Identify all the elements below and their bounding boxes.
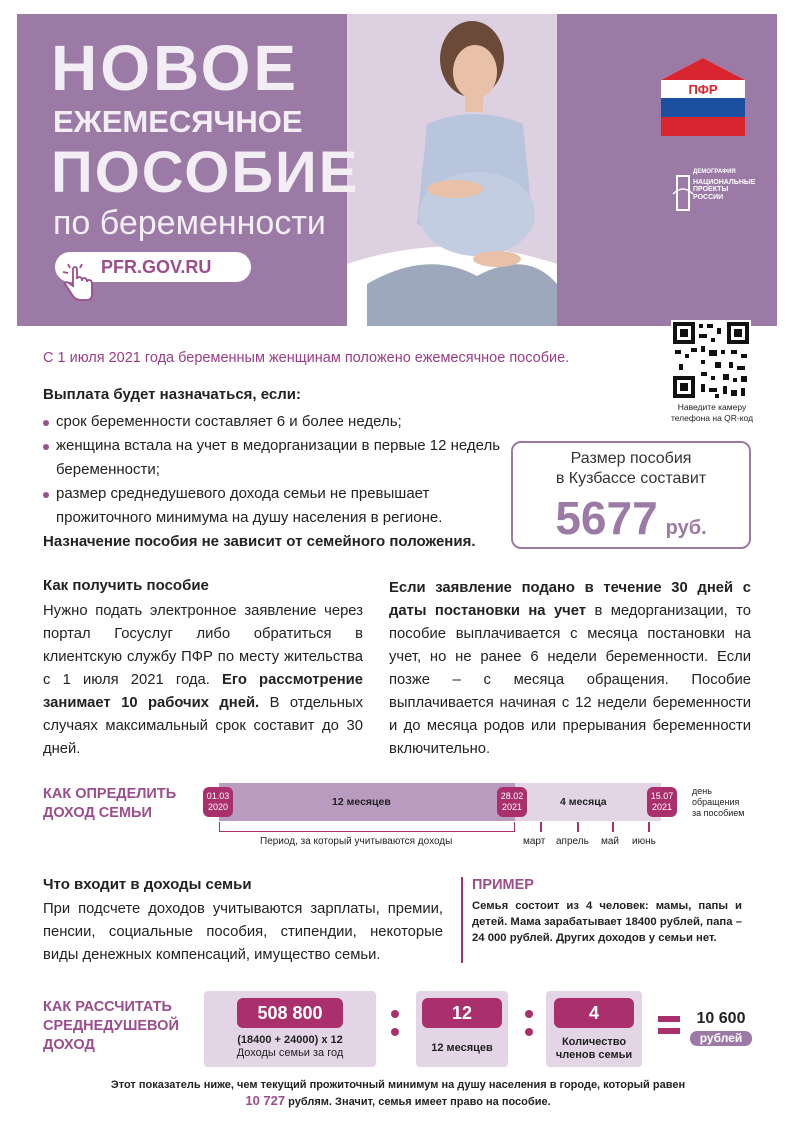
application-day-note: [692, 786, 745, 819]
amount-label-2: в Кузбассе составит: [555, 470, 707, 487]
conditions-title: Выплата будет назначаться, если:: [43, 386, 301, 403]
date-end-year: 2021: [651, 802, 673, 812]
income-period-bracket: [219, 822, 515, 832]
title-line-4: по беременности: [53, 204, 326, 242]
amount-currency: руб.: [665, 517, 707, 539]
benefit-amount-box: [511, 441, 751, 549]
date-start-year: 2020: [207, 802, 229, 812]
condition-item: срок беременности составляет 6 и более недель;: [43, 410, 503, 434]
date-badge-start: [203, 787, 233, 817]
annual-income-value: 508 800: [237, 998, 343, 1028]
period-12-label: 12 месяцев: [332, 796, 391, 808]
how-to-get-text-a: Нужно подать электронное заявление через портал Госуслуг либо обратиться в клиентскую службу ПФР по месту жительства с 1 июля 2021 года.: [43, 603, 363, 688]
month-tick: [540, 822, 542, 832]
example-title: ПРИМЕР: [472, 877, 534, 893]
date-badge-middle: [497, 787, 527, 817]
timeline-title-line-2: ДОХОД СЕМЬИ: [43, 805, 152, 821]
application-note-line: день: [692, 786, 712, 796]
hand-pointer-icon: [59, 260, 95, 302]
equals-sign: [658, 1016, 680, 1040]
subsistence-minimum-value: 10 727: [245, 1093, 286, 1108]
application-note-line: за пособием: [692, 808, 745, 818]
date-middle-year: 2021: [501, 802, 523, 812]
hero-banner: [17, 14, 777, 326]
pfr-logo: [657, 54, 749, 140]
qr-code[interactable]: [671, 320, 751, 400]
months-box: [416, 991, 508, 1067]
np-label: НАЦИОНАЛЬНЫЕ ПРОЕКТЫ РОССИИ: [693, 179, 756, 201]
submission-rules-text: [389, 577, 751, 761]
pregnant-woman-illustration: [347, 14, 557, 326]
calculation-title-line-2: СРЕДНЕДУШЕВОЙ: [43, 1018, 179, 1034]
condition-item: женщина встала на учет в медорганизации в первые 12 недель беременности;: [43, 434, 503, 482]
timeline-title-line-1: КАК ОПРЕДЕЛИТЬ: [43, 786, 177, 802]
period-4-label: 4 месяца: [560, 796, 607, 808]
result-value: 10 600: [696, 1010, 746, 1027]
title-line-3: ПОСОБИЕ: [51, 140, 360, 205]
website-link[interactable]: PFR.GOV.RU: [55, 252, 251, 282]
month-tick: [648, 822, 650, 832]
annual-income-caption: Доходы семьи за год: [236, 1047, 344, 1059]
pfr-logo-letters: ПФР: [688, 82, 718, 97]
qr-caption: Наведите камеру телефона на QR-код: [670, 402, 754, 423]
divide-sign: [525, 1010, 533, 1046]
amount-label-1: Размер пособия: [570, 450, 692, 467]
result: [690, 1010, 752, 1046]
month-tick: [577, 822, 579, 832]
annual-income-formula: (18400 + 24000) х 12: [237, 1034, 343, 1046]
np-small-label: ДЕМОГРАФИЯ: [693, 169, 736, 175]
date-middle-day: 28.02: [500, 791, 524, 801]
application-note-line: обращения: [692, 797, 740, 807]
income-period-label: Период, за который учитываются доходы: [260, 836, 453, 847]
timeline-title: [43, 785, 176, 823]
month-label: апрель: [556, 836, 589, 847]
example-text: Семья состоит из 4 человек: мамы, папы и детей. Мама зарабатывает 18400 рублей, папа – 24 000 рублей. Других доходов у семьи нет.: [472, 900, 742, 944]
conclusion-line-1: Этот показатель ниже, чем текущий прожиточный минимум на душу населения в городе, который равен: [110, 1079, 686, 1091]
family-members-caption: Количество членов семьи: [555, 1036, 633, 1061]
annual-income-box: [204, 991, 376, 1067]
intro-text: С 1 июля 2021 года беременным женщинам положено ежемесячное пособие.: [43, 350, 570, 366]
example-divider: [461, 877, 463, 963]
condition-item: размер среднедушевого дохода семьи не превышает прожиточного минимума на душу населения в регионе.: [43, 482, 503, 530]
calculation-title-line-3: ДОХОД: [43, 1037, 95, 1053]
months-caption: 12 месяцев: [431, 1042, 493, 1054]
conclusion-text: [60, 1078, 736, 1110]
amount-value: 5677: [555, 492, 658, 544]
family-members-value: 4: [554, 998, 634, 1028]
conclusion-line-2: рублям. Значит, семья имеет право на пособие.: [285, 1096, 551, 1108]
date-badge-end: [647, 787, 677, 817]
month-label: май: [601, 836, 620, 847]
how-to-get-text-c: В отдельных случаях максимальный срок составит до 30 дней.: [43, 695, 363, 757]
calculation-title-line-1: КАК РАССЧИТАТЬ: [43, 999, 172, 1015]
submission-rules-rest: в медорганизации, то пособие выплачивается с месяца постановки на учет, но не ранее 6 недели беременности. Если позже – с месяца обращения. Пособие выплачивается начиная с 12 недели беременности и до месяца родов или прерывания беременности включительно.: [389, 603, 751, 757]
months-value: 12: [422, 998, 502, 1028]
conditions-list: [43, 410, 503, 530]
result-unit: рублей: [690, 1031, 752, 1046]
income-title: Что входит в доходы семьи: [43, 876, 252, 893]
income-text: При подсчете доходов учитываются зарплаты, премии, пенсии, социальные пособия, стипендии, некоторые виды денежных компенсаций, имущество семьи.: [43, 901, 443, 963]
divide-sign: [391, 1010, 399, 1046]
conditions-note: Назначение пособия не зависит от семейного положения.: [43, 533, 476, 550]
submission-rules-bold: Если заявление подано в течение 30 дней с даты постановки на учет: [389, 580, 751, 619]
title-line-2: ЕЖЕМЕСЯЧНОЕ: [53, 104, 303, 139]
how-to-get-text: [43, 600, 363, 761]
title-line-1: НОВОЕ: [51, 32, 300, 104]
date-end-day: 15.07: [650, 791, 674, 801]
family-members-box: [546, 991, 642, 1067]
calculation-title: [43, 998, 179, 1055]
date-start-day: 01.03: [206, 791, 230, 801]
month-tick: [612, 822, 614, 832]
month-label: март: [523, 836, 546, 847]
how-to-get-text-bold: Его рассмотрение занимает 10 рабочих дней.: [43, 672, 363, 711]
how-to-get-title: Как получить пособие: [43, 577, 209, 594]
month-label: июнь: [632, 836, 656, 847]
